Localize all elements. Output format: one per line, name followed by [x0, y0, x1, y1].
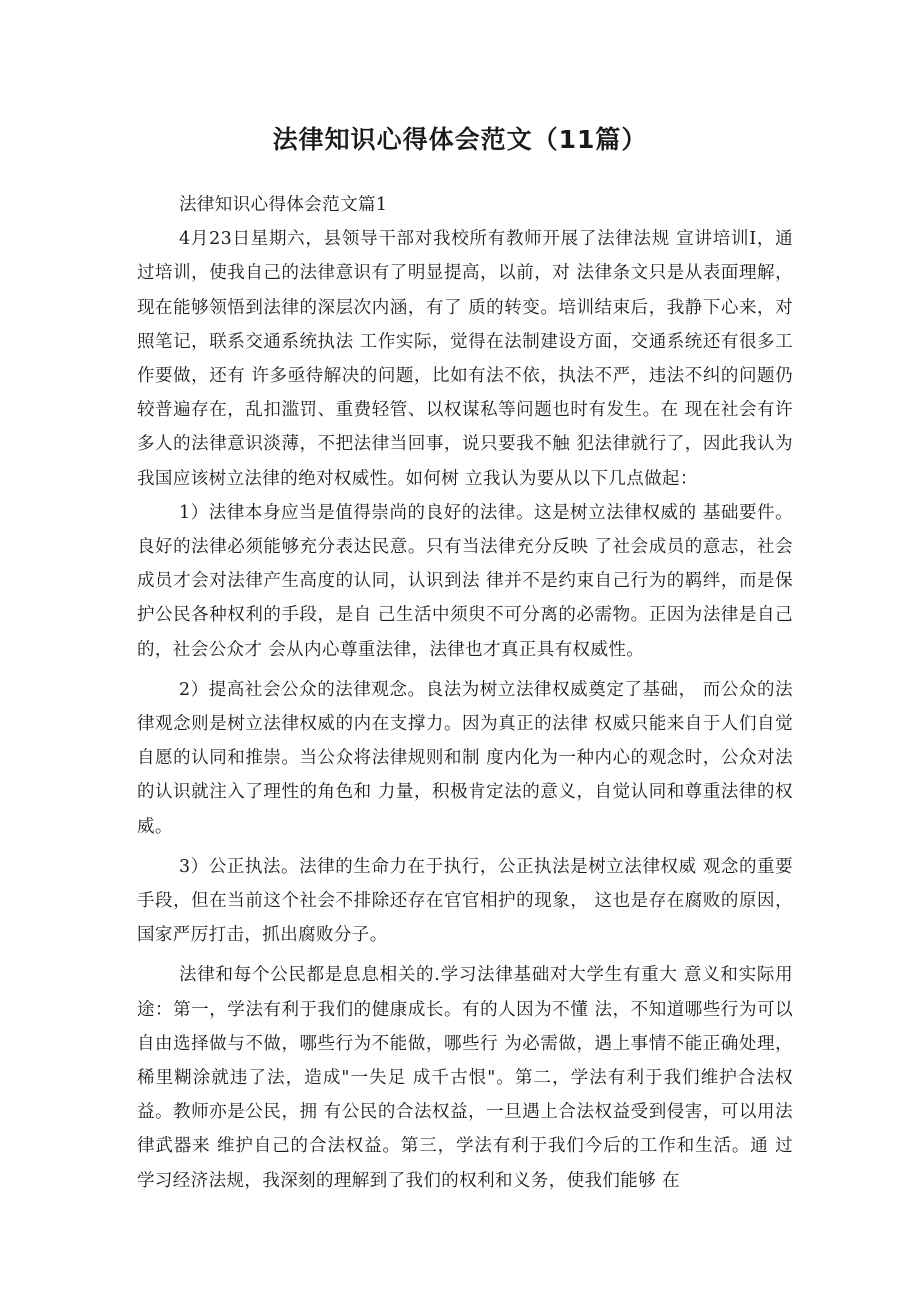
paragraph-point-2: 2）提高社会公众的法律观念。良法为树立法律权威奠定了基础， 而公众的法律观念则是树立法律权威的内在支撑力。因为真正的法律 权威只能来自于人们自觉自愿的认同和推崇。当公众将法律规则和制 度内化为一种内心的观念时，公众对法的认识就注入了理性的角色和 力量，积极肯定法的意义，自觉认同和尊重法律的权威。: [137, 679, 793, 837]
paragraph-point-1: 1）法律本身应当是值得崇尚的良好的法律。这是树立法律权威的 基础要件。良好的法律必须能够充分表达民意。只有当法律充分反映 了社会成员的意志，社会成员才会对法律产生高度的认同，认识到法 律并不是约束自己行为的羁绊，而是保护公民各种权利的手段，是自 己生活中须臾不可分离的必需物。正因为法律是自己的，社会公众才 会从内心尊重法律，法律也才真正具有权威性。: [137, 502, 793, 660]
document-body: [137, 188, 793, 1198]
paragraph-conclusion: 法律和每个公民都是息息相关的.学习法律基础对大学生有重大 意义和实际用途：第一，学法有利于我们的健康成长。有的人因为不懂 法，不知道哪些行为可以自由选择做与不做，哪些行为不能做，哪些行 为必需做，遇上事情不能正确处理，稀里糊涂就违了法，造成"一失足 成千古恨"。第二，学法有利于我们维护合法权益。教师亦是公民，拥 有公民的合法权益，一旦遇上合法权益受到侵害，可以用法律武器来 维护自己的合法权益。第三，学法有利于我们今后的工作和生活。通 过学习经济法规，我深刻的理解到了我们的权利和义务，使我们能够 在: [137, 965, 793, 1191]
page-title: 法律知识心得体会范文（11篇）: [272, 125, 648, 154]
paragraph-intro: 4月23日星期六，县领导干部对我校所有教师开展了法律法规 宣讲培训I，通过培训，使我自己的法律意识有了明显提高，以前，对 法律条文只是从表面理解，现在能够领悟到法律的深层次内涵，有了 质的转变。培训结束后，我静下心来，对照笔记，联系交通系统执法 工作实际，觉得在法制建设方面，交通系统还有很多工作要做，还有 许多亟待解决的问题，比如有法不依，执法不严，违法不纠的问题仍 较普遍存在，乱扣滥罚、重费轻管、以权谋私等问题也时有发生。在 现在社会有许多人的法律意识淡薄，不把法律当回事，说只要我不触 犯法律就行了，因此我认为我国应该树立法律的绝对权威性。如何树 立我认为要从以下几点做起：: [137, 229, 793, 489]
paragraph-point-3: 3）公正执法。法律的生命力在于执行，公正执法是树立法律权威 观念的重要手段，但在当前这个社会不排除还存在官官相护的现象， 这也是存在腐败的原因，国家严厉打击，抓出腐败分子。: [137, 856, 793, 946]
section-heading: 法律知识心得体会范文篇1: [179, 195, 388, 215]
